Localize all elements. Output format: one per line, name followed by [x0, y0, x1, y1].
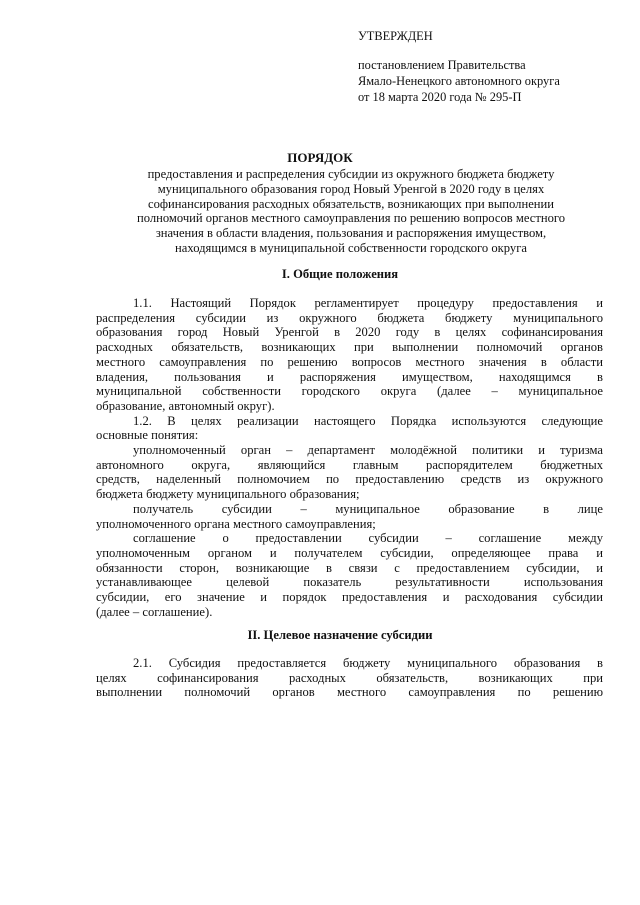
text-line: 1.2. В целях реализации настоящего Порядка используются следующие: [133, 413, 603, 428]
text-line: целях софинансирования расходных обязательств, возникающих при: [96, 670, 603, 685]
text-line: расходных обязательств, возникающих при выполнении полномочий органов: [96, 340, 603, 355]
subtitle-line: софинансирования расходных обязательств, возникающих при выполнении: [147, 196, 555, 211]
document-title: ПОРЯДОК: [287, 150, 353, 165]
section-2-body: [96, 656, 603, 700]
text-line: уполномоченный орган – департамент молодёжной политики и туризма: [133, 443, 603, 458]
text-line: владения, пользования и распоряжения имуществом, находящимся в: [96, 369, 603, 384]
approval-line: Ямало-Ненецкого автономного округа: [358, 74, 560, 88]
text-line: выполнении полномочий органов местного самоуправления по решению: [96, 685, 603, 700]
section-1-title: I. Общие положения: [281, 267, 399, 281]
subtitle-line: полномочий органов местного самоуправления по решению вопросов местного: [136, 211, 566, 226]
text-line: субсидии, его значение и порядок предоставления и расходования субсидии: [96, 590, 603, 605]
approval-line: от 18 марта 2020 года № 295-П: [358, 90, 522, 104]
subtitle-line: муниципального образования город Новый Уренгой в 2020 году в целях: [157, 181, 545, 196]
text-line: 2.1. Субсидия предоставляется бюджету муниципального образования в: [133, 656, 603, 670]
approval-line: постановлением Правительства: [358, 58, 526, 72]
section-2-title: II. Целевое назначение субсидии: [247, 628, 433, 642]
approval-stamp: [358, 28, 620, 105]
text-line: местного самоуправления по решению вопросов местного значения в области: [96, 354, 603, 369]
subtitle-line: предоставления и распределения субсидии из окружного бюджета бюджету: [147, 167, 555, 181]
text-line: основные понятия:: [96, 428, 199, 443]
text-line: муниципальной собственности городского округа (далее – муниципальное: [96, 384, 603, 399]
text-line: уполномоченным органом и получателем субсидии, определяющее права и: [96, 545, 603, 560]
section-1-body: [96, 296, 603, 619]
text-line: образование, автономный округ).: [96, 398, 275, 413]
subtitle-line: находящимся в муниципальной собственности городского округа: [175, 240, 527, 255]
text-line: обязанности сторон, возникающие в связи с предоставлением субсидии, и: [96, 560, 603, 575]
text-line: образования город Новый Уренгой в 2020 году в целях софинансирования: [96, 325, 603, 340]
text-line: устанавливающее целевой показатель результативности использования: [96, 575, 603, 590]
text-line: соглашение о предоставлении субсидии – соглашение между: [133, 531, 603, 546]
document-subtitle: [96, 167, 606, 256]
approval-heading: УТВЕРЖДЕН: [358, 29, 433, 43]
text-line: средств, наделенный полномочием по предоставлению средств из окружного: [96, 472, 603, 487]
text-line: автономного округа, являющийся главным распорядителем бюджетных: [96, 457, 603, 472]
text-line: распределения субсидии из окружного бюджета бюджету муниципального: [96, 310, 603, 325]
text-line: 1.1. Настоящий Порядок регламентирует процедуру предоставления и: [133, 296, 603, 310]
text-line: бюджета бюджету муниципального образования;: [96, 487, 360, 502]
text-line: получатель субсидии – муниципальное образование в лице: [133, 501, 603, 516]
text-line: уполномоченного органа местного самоуправления;: [96, 516, 376, 531]
text-line: (далее – соглашение).: [96, 604, 213, 619]
subtitle-line: значения в области владения, пользования и распоряжения имуществом,: [155, 226, 547, 241]
